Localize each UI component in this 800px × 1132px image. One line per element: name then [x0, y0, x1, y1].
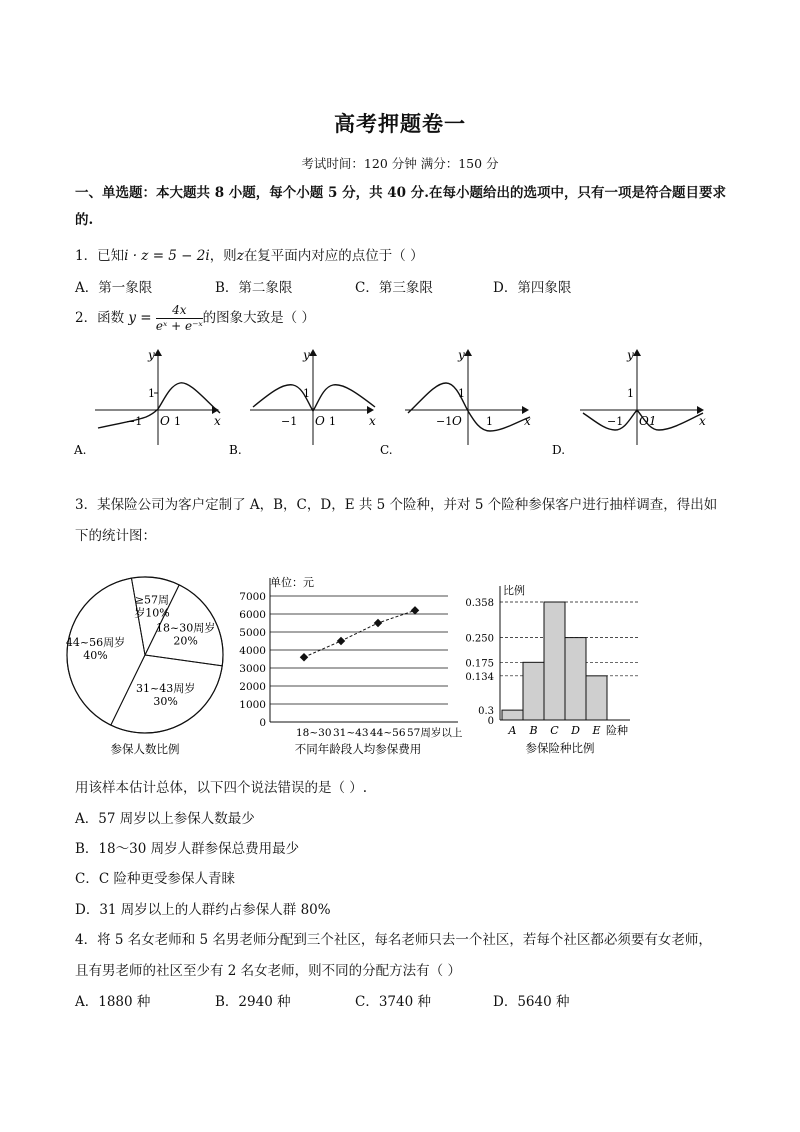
bar [523, 662, 544, 720]
bar [565, 638, 586, 720]
q1-option-a[interactable]: A．第一象限 [75, 280, 153, 296]
pie-chart [65, 570, 225, 760]
data-point [374, 619, 382, 627]
question-number: 1． [75, 248, 98, 264]
question-text: 某保险公司为客户定制了 A，B，C，D，E 共 5 个险种，并对 5 个险种参保客户进行抽样调查，得出如 [97, 497, 718, 513]
origin-label: O [452, 414, 462, 428]
y-axis-label: y [303, 348, 310, 362]
y-tick-label: 7000 [239, 591, 266, 603]
origin-label: O [315, 414, 325, 428]
q4-option-b[interactable]: B．2940 种 [215, 994, 291, 1010]
exam-info: 考试时间：120 分钟 满分：150 分 [301, 156, 499, 171]
q2-graphs [74, 345, 730, 460]
graph-d [580, 348, 706, 445]
y-tick-label: 0.358 [465, 598, 494, 609]
tick-one: 1 [329, 415, 336, 428]
tick-one: 1 [486, 415, 493, 428]
tick-one: 1 [627, 387, 634, 400]
origin-label: O [160, 414, 170, 428]
q1-option-b[interactable]: B．第二象限 [215, 280, 293, 296]
y-axis-label: y [458, 348, 465, 362]
y-tick-label: 0 [487, 716, 494, 727]
question-4-line2: 且有男老师的社区至少有 2 名女老师，则不同的分配方法有（ ） [75, 963, 461, 979]
question-3-prompt: 用该样本估计总体，以下四个说法错误的是（ ）. [75, 780, 368, 796]
pie-chart-title: 参保人数比例 [110, 742, 180, 756]
question-text: ，则 [209, 248, 237, 264]
q3-option-c[interactable]: C．C 险种更受参保人青睐 [75, 871, 235, 887]
x-axis-label: 险种 [606, 724, 628, 737]
x-tick-label: 31~43 [333, 727, 369, 739]
function-lhs: y = [128, 310, 152, 326]
line-chart [228, 572, 478, 762]
tick-neg-one: −1 [607, 415, 624, 428]
q1-option-d[interactable]: D．第四象限 [493, 280, 572, 296]
question-2 [75, 303, 315, 334]
y-tick-label: 3000 [239, 663, 266, 675]
y-axis-unit: 单位：元 [270, 576, 314, 589]
tick-one: 1 [174, 415, 181, 428]
page-title: 高考押题卷一 [334, 111, 466, 136]
y-tick-label: 6000 [239, 609, 266, 621]
denominator: eˣ + e⁻ˣ [155, 319, 203, 333]
y-tick-label: 5000 [239, 627, 266, 639]
y-tick-label: 0.175 [465, 658, 494, 670]
q4-option-a[interactable]: A．1880 种 [75, 994, 151, 1010]
question-4-line1 [75, 928, 712, 948]
x-axis-label: x [369, 414, 376, 428]
question-number: 3． [75, 497, 98, 513]
y-axis-label: y [627, 348, 634, 362]
y-axis-label: y [148, 348, 155, 362]
question-3-line2: 下的统计图： [75, 528, 156, 544]
x-tick-label: B [529, 724, 538, 737]
graph-a [95, 348, 221, 445]
q4-option-c[interactable]: C．3740 种 [355, 994, 431, 1010]
graph-c [405, 348, 531, 445]
y-axis-label: 比例 [503, 584, 525, 597]
question-text: 已知 [97, 248, 125, 264]
tick-one: 1 [303, 387, 310, 400]
question-number: 2． [75, 310, 98, 326]
pie-label: ≥57周岁10% [134, 593, 170, 620]
tick-one: 1 [458, 387, 465, 400]
graph-b-label[interactable]: B. [229, 443, 242, 457]
line-chart-title: 不同年龄段人均参保费用 [294, 742, 422, 756]
graph-b [250, 348, 376, 445]
x-tick-label: D [571, 724, 580, 737]
question-text: 函数 [97, 310, 125, 326]
x-tick-label: C [550, 724, 559, 737]
graph-c-label[interactable]: C. [380, 443, 393, 457]
question-text: 在复平面内对应的点位于（ ） [243, 248, 424, 264]
equation: i · z = 5 − 2i [124, 248, 210, 264]
data-point [300, 653, 308, 661]
x-axis-label: x [214, 414, 221, 428]
x-tick-label: A [508, 724, 517, 737]
fraction [156, 303, 203, 334]
tick-one: 1 [148, 387, 155, 400]
y-tick-label: 2000 [239, 681, 266, 693]
section-heading: 一、单选题：本大题共 8 小题，每个小题 5 分，共 40 分.在每小题给出的选项中，只有一项是符合题目要求的. [75, 185, 726, 228]
variable: z [236, 248, 244, 264]
graph-d-label[interactable]: D. [552, 443, 566, 457]
tick-neg-one: −1 [281, 415, 298, 428]
q3-option-a[interactable]: A．57 周岁以上参保人数最少 [75, 811, 255, 827]
x-tick-label: 57周岁以上 [407, 727, 463, 739]
bar-chart-title: 参保险种比例 [525, 741, 595, 755]
tick-neg-one: −1 [126, 415, 143, 428]
x-tick-label: E [592, 724, 601, 737]
q3-option-d[interactable]: D．31 周岁以上的人群约占参保人群 80% [75, 902, 331, 918]
y-tick-label: 0.250 [465, 633, 494, 645]
question-text: 的图象大致是（ ） [202, 310, 315, 326]
y-tick-label: 0 [259, 717, 266, 729]
y-tick-label: 0.3 [478, 706, 494, 718]
numerator: 4x [156, 303, 203, 319]
graph-a-label[interactable]: A. [74, 443, 87, 457]
x-tick-label: 18~30 [296, 727, 332, 739]
bar-chart [455, 580, 645, 762]
q4-option-d[interactable]: D．5640 种 [493, 994, 570, 1010]
x-axis-label: x [524, 414, 531, 428]
tick-neg-one: −1 [436, 415, 453, 428]
question-1 [75, 244, 424, 264]
y-tick-label: 0.134 [465, 671, 494, 683]
x-tick-label: 44~56 [370, 727, 406, 739]
q3-option-b[interactable]: B．18～30 周岁人群参保总费用最少 [75, 841, 300, 857]
question-text: 将 5 名女老师和 5 名男老师分配到三个社区，每名老师只去一个社区，若每个社区都必须要有女老师， [97, 932, 712, 948]
bar [502, 710, 523, 720]
origin-label: O1 [639, 414, 657, 428]
bar [544, 602, 565, 720]
question-number: 4． [75, 932, 98, 948]
y-tick-label: 4000 [239, 645, 266, 657]
x-axis-label: x [699, 414, 706, 428]
q1-option-c[interactable]: C．第三象限 [355, 280, 433, 296]
question-3-line1 [75, 493, 717, 513]
y-tick-label: 1000 [239, 699, 266, 711]
data-point [411, 606, 419, 614]
pie-label: 31~43周岁 30% [136, 681, 196, 708]
pie-label: 18~30周岁 20% [156, 621, 216, 648]
pie-label: 44~56周岁 40% [65, 636, 126, 663]
bar [586, 676, 607, 720]
data-point [337, 637, 345, 645]
